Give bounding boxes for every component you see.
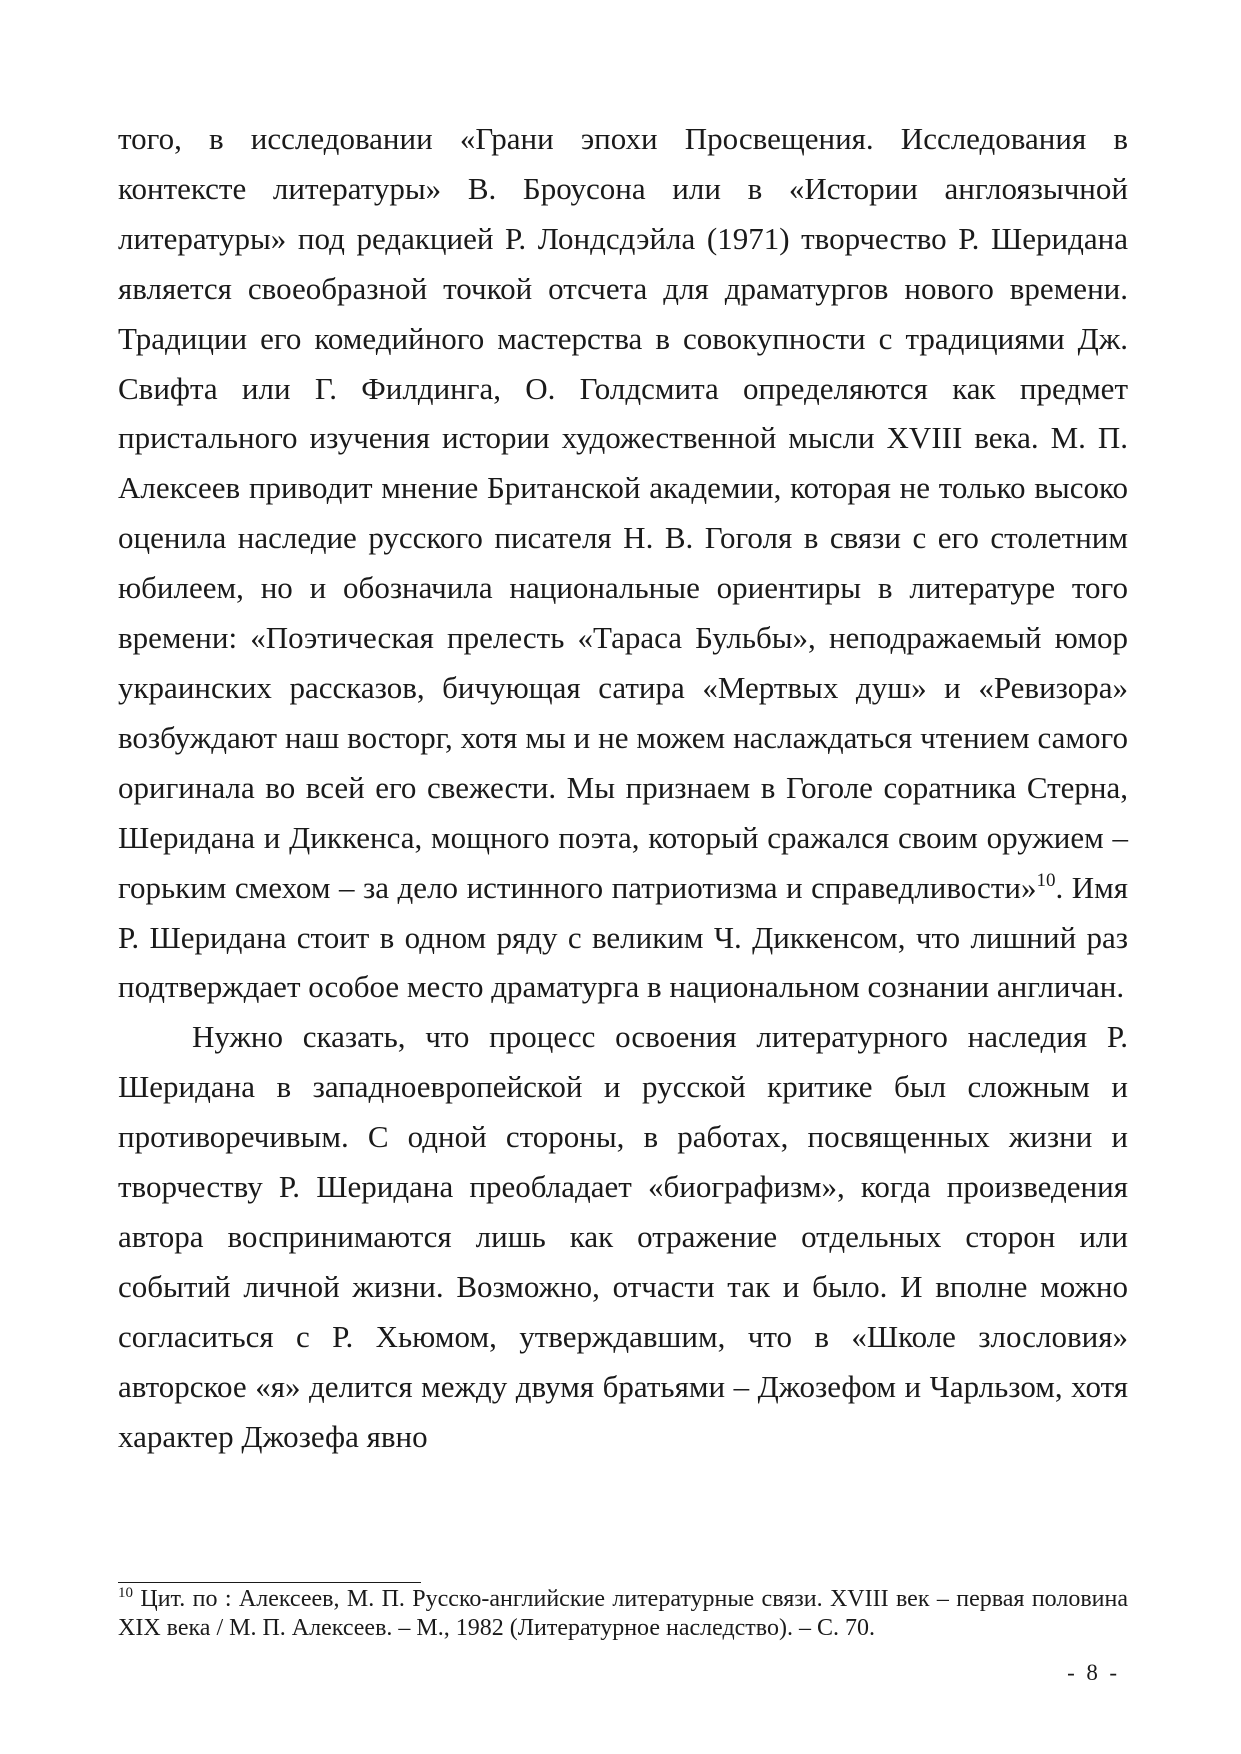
paragraph-1-text-continued: . Имя Р. Шеридана стоит в одном ряду с великим Ч. Диккенсом, что лишний раз подтверждает особое место драматурга в национальном сознании англичан.: [118, 869, 1128, 1005]
document-body: [118, 114, 1128, 1461]
footnote: [118, 1585, 1128, 1643]
paragraph-1-text: того, в исследовании «Грани эпохи Просвещения. Исследования в контексте литературы» В. Броусона или в «Истории англоязычной литературы» под редакцией Р. Лондсдэйла (1971) творчество Р. Шеридана является своеобразной точкой отсчета для драматургов нового времени. Традиции его комедийного мастерства в совокупности с традициями Дж. Свифта или Г. Филдинга, О. Голдсмита определяются как предмет пристального изучения истории художественной мысли XVIII века. М. П. Алексеев приводит мнение Британской академии, которая не только высоко оценила наследие русского писателя Н. В. Гоголя в связи с его столетним юбилеем, но и обозначила национальные ориентиры в литературе того времени: «Поэтическая прелесть «Тараса Бульбы», неподражаемый юмор украинских рассказов, бичующая сатира «Мертвых душ» и «Ревизора» возбуждают наш восторг, хотя мы и не можем наслаждаться чтением самого оригинала во всей его свежести. Мы признаем в Гоголе соратника Стерна, Шеридана и Диккенса, мощного поэта, который сражался своим оружием – горьким смехом – за дело истинного патриотизма и справедливости»: [118, 121, 1128, 905]
footnote-reference[interactable]: 10: [1036, 869, 1056, 891]
footnote-number: 10: [118, 1585, 133, 1601]
paragraph-1: [118, 114, 1128, 1012]
paragraph-2: Нужно сказать, что процесс освоения литературного наследия Р. Шеридана в западноевропейской и русской критике был сложным и противоречивым. С одной стороны, в работах, посвященных жизни и творчеству Р. Шеридана преобладает «биографизм», когда произведения автора воспринимаются лишь как отражение отдельных сторон или событий личной жизни. Возможно, отчасти так и было. И вполне можно согласиться с Р. Хьюмом, утверждавшим, что в «Школе злословия» авторское «я» делится между двумя братьями – Джозефом и Чарльзом, хотя характер Джозефа явно: [118, 1019, 1128, 1454]
footnote-text: Цит. по : Алексеев, М. П. Русско-английские литературные связи. XVIII век – первая половина XIX века / М. П. Алексеев. – М., 1982 (Литературное наследство). – С. 70.: [118, 1586, 1128, 1641]
footnote-separator: [118, 1582, 421, 1583]
page-number: - 8 -: [1067, 1660, 1117, 1685]
